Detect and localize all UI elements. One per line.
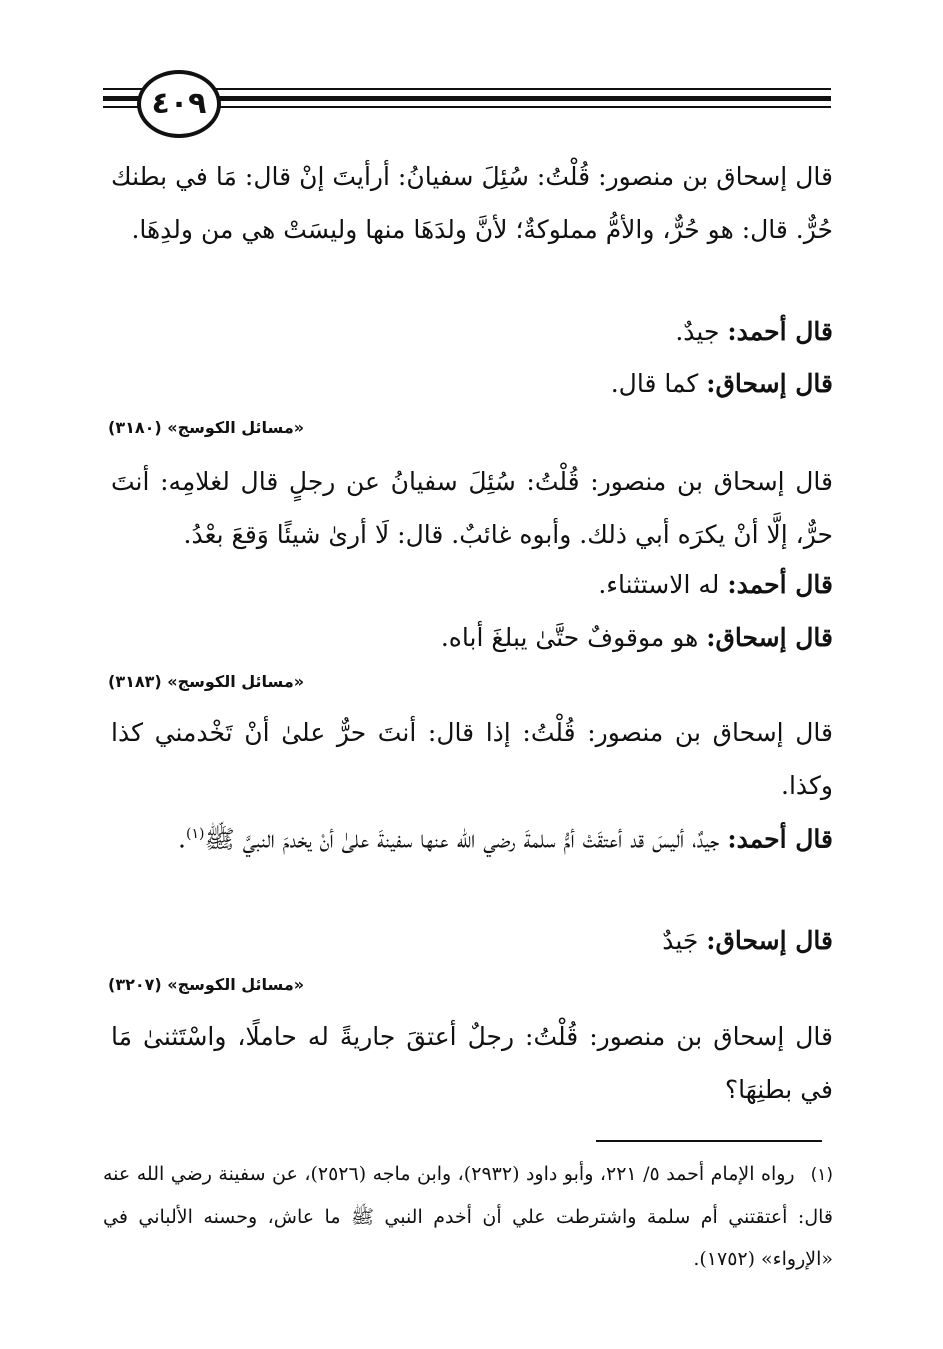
ahmad-answer bbox=[111, 558, 833, 611]
speaker-label: قال إسحاق: bbox=[706, 623, 833, 652]
footnote-number: (١) bbox=[810, 1165, 833, 1185]
question-paragraph: قال إسحاق بن منصور: قُلْتُ: سُئِلَ سفيانُ عن رجلٍ قال لغلامِه: أنتَ حرٌّ، إلَّا أنْ يكرَه أبي ذلك. وأبوه غائبٌ. قال: لَا أرىٰ شيئًا وَقعَ بعْدُ. bbox=[111, 467, 833, 549]
question-paragraph: قال إسحاق بن منصور: قُلْتُ: إذا قال: أنتَ حرٌّ علىٰ أنْ تَخْدمني كذا وكذا. bbox=[111, 718, 833, 800]
source-citation: «مسائل الكوسج» (٣٢٠٧) bbox=[108, 975, 305, 994]
ahmad-answer bbox=[111, 305, 833, 358]
ishaq-answer bbox=[111, 914, 833, 967]
ishaq-answer bbox=[111, 357, 833, 410]
footnote-text: رواه الإمام أحمد ٥/ ٢٢١، وأبو داود (٢٩٣٢)، وابن ماجه (٢٥٢٦)، عن سفينة رضي الله عنه قال: أعتقتني أم سلمة واشترطت علي أن أخدم النبي ﷺ ما عاش، وحسنه الألباني في «الإرواء» (١٧٥٢). bbox=[103, 1163, 833, 1270]
speaker-label: قال إسحاق: bbox=[706, 926, 833, 955]
question-paragraph: قال إسحاق بن منصور: قُلْتُ: سُئِلَ سفيانُ: أرأيتَ إنْ قال: مَا في بطنك حُرٌّ. قال: هو حُرٌّ، والأمُّ مملوكةٌ؛ لأنَّ ولدَهَا منها وليسَتْ هي من ولدِهَا. bbox=[111, 162, 833, 244]
source-citation: «مسائل الكوسج» (٣١٨٣) bbox=[108, 672, 305, 691]
answer-text: جيدٌ. bbox=[675, 317, 720, 346]
page-number: ٤٠٩ bbox=[137, 70, 221, 138]
speaker-label: قال أحمد: bbox=[727, 317, 833, 346]
footnote-reference[interactable]: (١) bbox=[186, 826, 205, 842]
speaker-label: قال أحمد: bbox=[727, 824, 833, 854]
ishaq-answer bbox=[111, 611, 833, 664]
answer-text: له الاستثناء. bbox=[598, 570, 720, 599]
answer-text: هو موقوفٌ حتَّىٰ يبلغَ أباه. bbox=[440, 623, 699, 652]
speaker-label: قال أحمد: bbox=[727, 570, 833, 599]
speaker-label: قال إسحاق: bbox=[706, 369, 833, 398]
answer-text: جيدٌ، أليسَ قد أعتقَتْ أمُّ سلمةَ رضي الله عنها سفينةَ علىٰ أنْ يخدمَ النبيَّ ﷺ bbox=[204, 824, 720, 854]
answer-text: كما قال. bbox=[610, 369, 699, 398]
footnote-separator bbox=[596, 1140, 822, 1142]
ahmad-answer: قال أحمد: جيدٌ، أليسَ قد أعتقَتْ أمُّ سلمةَ رضي الله عنها سفينةَ علىٰ أنْ يخدمَ النبيَّ ﷺ$^{(١)}$. bbox=[178, 824, 833, 854]
source-citation: «مسائل الكوسج» (٣١٨٠) bbox=[108, 418, 305, 437]
answer-text: جَيدٌ bbox=[662, 926, 699, 955]
footnote bbox=[103, 1153, 833, 1280]
question-paragraph: قال إسحاق بن منصور: قُلْتُ: رجلٌ أعتقَ جاريةً له حاملًا، واسْتَثنىٰ مَا في بطنِهَا؟ bbox=[111, 1022, 833, 1104]
